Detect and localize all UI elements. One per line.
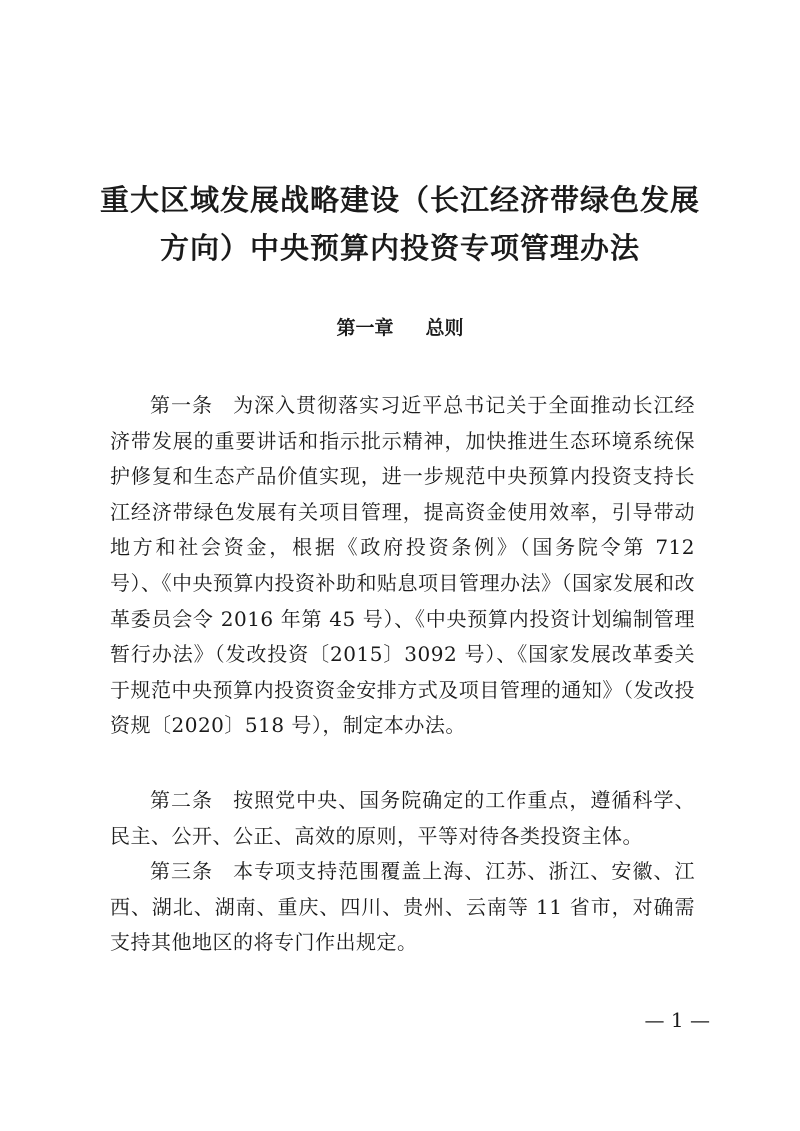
page-number: — 1 —: [644, 1008, 710, 1032]
article-3-heading: 第三条: [150, 859, 214, 883]
article-1-heading: 第一条: [150, 393, 214, 417]
article-1-text: 为深入贯彻落实习近平总书记关于全面推动长江经济带发展的重要讲话和指示批示精神，加快推进生态环境系统保护修复和生态产品价值实现，进一步规范中央预算内投资支持长江经济带绿色发展有关项目管理，提高资金使用效率，引导带动地方和社会资金，根据《政府投资条例》（国务院令第 712 号）、《中央预算内投资补助和贴息项目管理办法》（国家发展和改革委员会令 2016 年第 45 号）、《中央预算内投资计划编制管理暂行办法》（发改投资〔2015〕3092 号）、《国家发展改革委关于规范中央预算内投资资金安排方式及项目管理的通知》（发改投资规〔2020〕518 号），制定本办法。: [110, 393, 695, 738]
document-title-line-1: 重大区域发展战略建设（长江经济带绿色发展: [99, 183, 700, 217]
article-2-heading: 第二条: [150, 788, 214, 812]
article-3: [110, 854, 695, 961]
article-3-text: 本专项支持范围覆盖上海、江苏、浙江、安徽、江西、湖北、湖南、重庆、四川、贵州、云南等 11 省市，对确需支持其他地区的将专门作出规定。: [110, 859, 695, 955]
article-2-paragraph: [110, 783, 695, 854]
document-title-line-2: 方向）中央预算内投资专项管理办法: [159, 231, 640, 265]
chapter-heading: [0, 316, 800, 340]
article-3-paragraph: [110, 854, 695, 961]
article-1: [110, 388, 695, 744]
article-1-paragraph: [110, 388, 695, 744]
chapter-name: 总则: [425, 317, 464, 339]
article-2: [110, 783, 695, 854]
chapter-number: 第一章: [336, 317, 394, 339]
article-2-text: 按照党中央、国务院确定的工作重点，遵循科学、民主、公开、公正、高效的原则，平等对待各类投资主体。: [110, 788, 695, 848]
